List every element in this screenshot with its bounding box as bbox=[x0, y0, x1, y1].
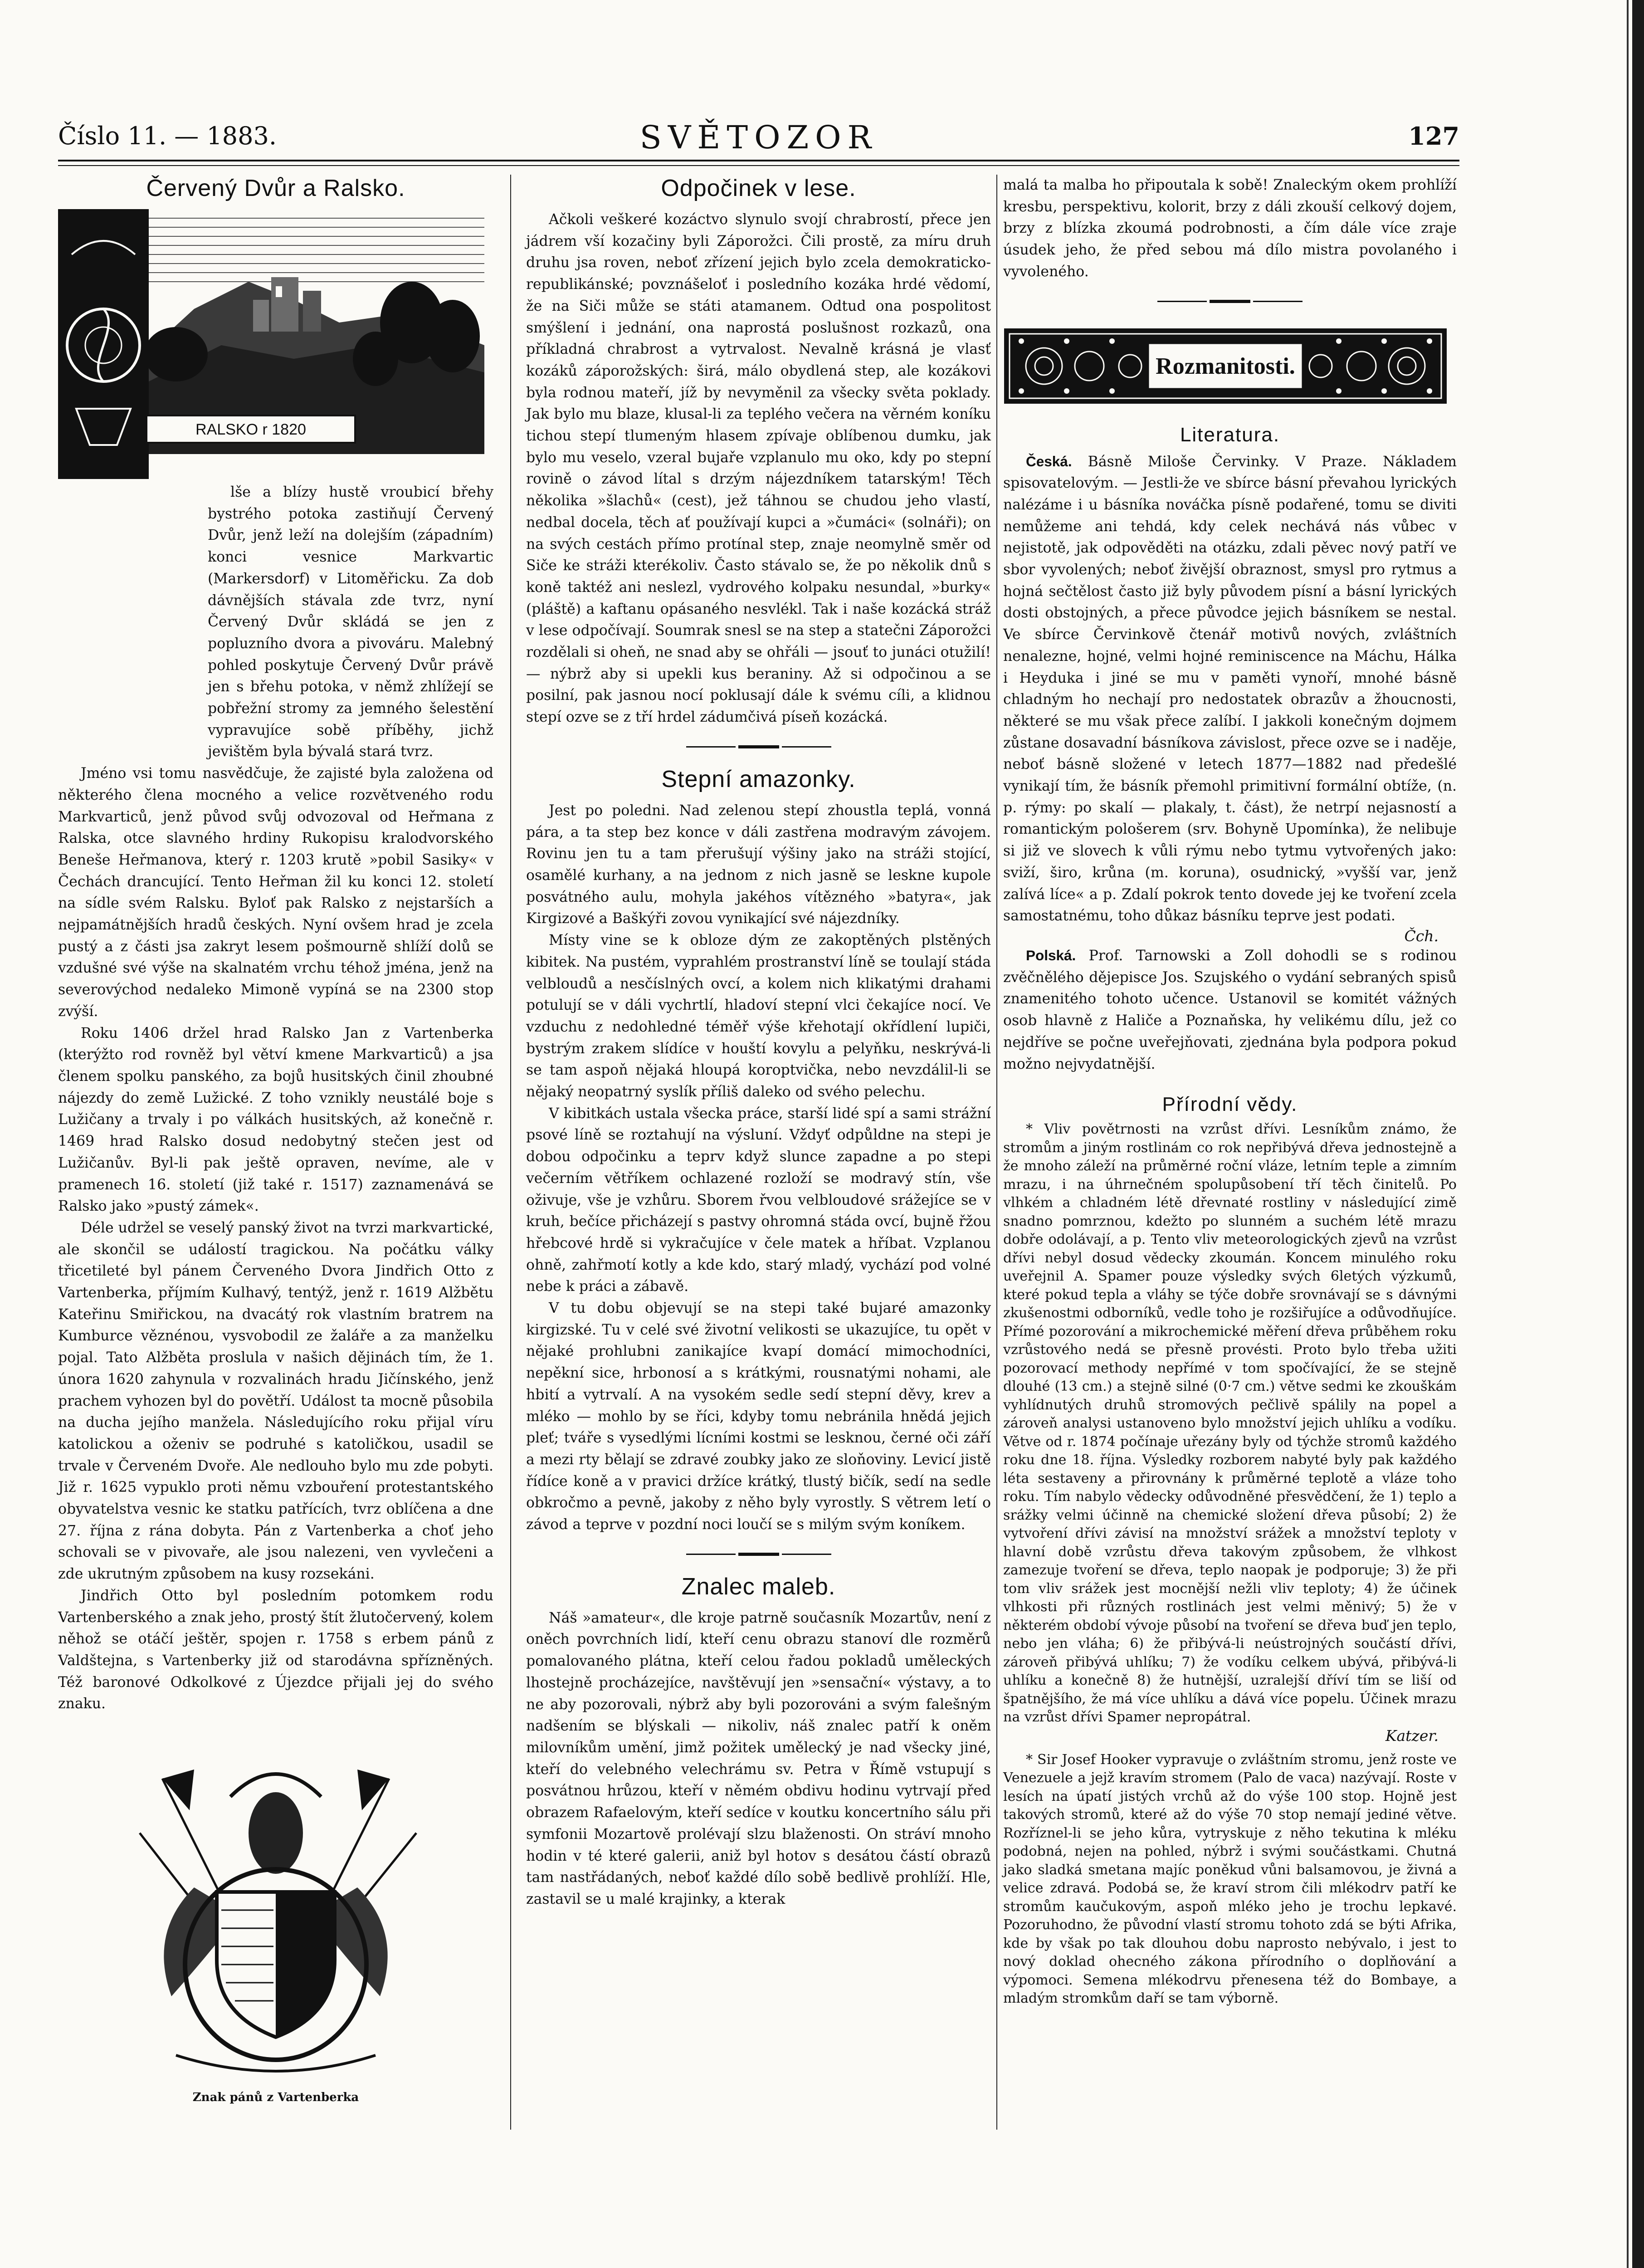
article-title-odpocinek: Odpočinek v lese. bbox=[661, 175, 856, 201]
section-separator bbox=[1157, 298, 1303, 305]
section-separator bbox=[686, 1551, 831, 1558]
vartenberk-coat-of-arms bbox=[58, 1742, 493, 2087]
section-title-literatura: Literatura. bbox=[1180, 423, 1280, 446]
page-edge-line bbox=[1627, 0, 1629, 2268]
article-title-znalec-maleb: Znalec maleb. bbox=[681, 1573, 836, 1600]
section-separator bbox=[686, 744, 831, 750]
signature-katzer: Katzer. bbox=[1385, 1726, 1439, 1745]
paragraph-kravi-strom: * Sir Josef Hooker vypravuje o zvláštním stromu, jenž roste ve Venezuele a jejž kravím stromem (Palo de vaca) nazývají. Roste v lesích na úpatí jistých vrchů až do výše 100 stop. Hojně jest takových stromů, které až do výše 70 stop nemají jediné větve. Rozříznel-li se jeho kůra, vytryskuje z něho tekutina k mléku podobná, nejen na pohled, nýbrž i svými součástkami. Chutná jako sladká smetana majíc poněkud vůni balsamovou, je živná a velice zdravá. Podobá se, že kraví strom čili mlékodrv patří ke stromům kaučukovým, aspoň mléko jeho je trochu lepkavé. Pozoruhodno, že původní vlastí stromu tohoto zdá se býti Afrika, kde by však po tak dlouhou dobu naprosto nebývalo, i jest to nový doklad ohecného zákona přírodního o doplňování a výpomoci. Semena mlékodrvu přenesena též do Bombaye, a mladým stromkům daří se tam výborně. bbox=[1003, 1751, 1457, 2007]
section-title-prirodni-vedy: Přírodní vědy. bbox=[1162, 1093, 1298, 1116]
column-rule-1 bbox=[510, 175, 511, 2130]
coat-of-arms-caption: Znak pánů z Vartenberka bbox=[192, 2091, 359, 2105]
natural-science-block bbox=[1003, 1120, 1457, 2008]
paragraph-vliv-povetrnosti: * Vliv povětrnosti na vzrůst dřívi. Lesníkům známo, že stromům a jiným rostlinám co rok nepřibývá dřeva jednostejně a že mnoho záleží na průměrné roční vláze, letním teple a zimním mrazu, i na úhrnečném spolupůsobení tří těch činitelů. Po vlhkém a chladném létě dřevnaté rostliny v následující zimě snadno pomrznou, kdežto po slunném a suchém létě mrazu dobře odolávají, a p. Tento vliv meteorologických zjevů na vzrůst dřívi nebyl dosud vědecky zkoumán. Koncem minulého roku uveřejnil A. Spamer pouze výsledky svých 6letých výzkumů, které pokud tepla a vláhy se týče dobře srovnávají se s dávnými zkušenostmi odborníků, vedle toho je rozšiřujíce a odůvodňujíce. Přímé pozorování a mikrochemické měření dřeva průběhem roku vzrůstového nedá se přesně provésti. Proto bylo třeba užiti pozorovací methody nepřímé v tom spočívající, že se stejně dlouhé (13 cm.) a stejně silné (0·7 cm.) větve sedmi ke zkouškám vyhlídnutých druhů stromových pečlivě spálily na popel a zároveň analysi ustanoveno bylo množství jejich uhlíku a vodíku. Větve od r. 1874 počínaje uřezány byly od týchže stromů každého roku dne 18. října. Výsledky rozborem nabyté byly pak každého léta sestaveny a přirovnány k průměrné teplotě a vláze toho roku. Tím nabylo vědecky odůvodněné přesvědčení, že 1) teplo a srážky velmi účinně na chemické složení dřeva působí; 2) že vytvoření dřívi závisí na množství srážek a množství teploty v hlavní době vzrůstu dřeva takovým způsobem, že vlhkost zamezuje tvoření se dřeva, teplo naopak je podporuje; 3) že při tom vliv srážek jest mocnější nežli vliv teploty; 4) že účinek vlhkosti při různých rostlinách jest velmi měnivý; 5) že v některém období vývoje působí na tvoření se dřeva buď jen teplo, nebo jen vláha; 6) že přibývá-li neústrojných součástí dřívi, zároveň přibývá uhlíku; 7) že vodíku celkem ubývá, přibývá-li uhlíku a konečně 8) že hutnější, uzralejší dříví tím se liší od špatnějšího, že má více uhlíku a dává více popelu. Účinek mrazu na vzrůst dřívi Spamer nepropátral. bbox=[1003, 1121, 1457, 1725]
column-rule-2 bbox=[996, 175, 997, 2130]
page-number: 127 bbox=[1408, 122, 1459, 151]
paragraph: V tu dobu objevují se na stepi také bujaré amazonky kirgizské. Tu v celé své životní velikosti se ukazujíce, tu opět v nějaké prohlubni zanikajíce kvapí domácí mimochodníci, nepěkní sice, hrbonosí a s krátkými, rousnatými nohami, ale hbití a vytrvalí. A na vysokém sedle sedí stepní děvy, krev a mléko — mohlo by se říci, kdyby tomu nebránila hnědá jejich pleť; tváře s vysedlými lícními kostmi se lesknou, černé oči září a mezi rty bělají se zdravé zoubky jako ze sloňoviny. Levicí jistě řídíce koně a v pravici držíce krátký, tlustý bičík, sedí na sedle obkročmo a pevně, jakoby z něho byly vyrostly. S větrem letí o závod a teprve v pozdní noci loučí se s milým svým koníkem. bbox=[526, 1300, 991, 1533]
paragraph: Místy vine se k obloze dým ze zakoptěných plstěných kibitek. Na pustém, vyprahlém prostranství líně se toulají stáda velbloudů a nesčíslných ovcí, a kolem nich klikatými drahami potulují se v dáli vychrtlí, hladoví stepní vlci čekajíce nocí. Ve vzduchu z nedohledné téměř výše křehotají okřídlení lupiči, bystrým zrakem slídíce v houští kovylu a pelyňku, neskrývá-li se tam aspoň nějaká hloupá koroptvička, nebo nevzdálil-li se nějaký neopatrný syslík příliš daleko od svého pelechu. bbox=[526, 932, 991, 1100]
rozmanitosti-label: Rozmanitosti. bbox=[1156, 353, 1295, 379]
rozmanitosti-banner bbox=[1003, 327, 1448, 405]
paragraph: Roku 1406 držel hrad Ralsko Jan z Vartenberka (kterýžto rod rovněž byl větví kmene Markvarticů) a jsa členem spolku panského, za bojů husitských činil zhoubné nájezdy do země Lužické. Z toho vznikly neustálé boje s Lužičany a trvaly i po válkách husitských, až konečně r. 1469 hrad Ralsko dosud nedobytný stečen jest od Lužičanův. Byl-li pak ještě opraven, nevíme, ale v pramenech 16. století (již také r. 1517) zaznamenává se Ralsko jako »pustý zámek«. bbox=[58, 1025, 493, 1215]
paragraph: Jméno vsi tomu nasvědčuje, že zajisté byla založena od některého člena mocného a velice rozvětveného rodu Markvarticů, jenž původ svůj odvozoval od Heřmana z Ralska, otce slavného hrdiny Rukopisu kralodvorského Beneše Heřmanova, který r. 1203 krutě »pobil Sasiky« v Čechách drancující. Tento Heřman žil ku konci 12. století na sídle svém Ralsku. Bylo‍ť pak Ralsko z nejstarších a nejpamátnějších hradů českých. Nyní ovšem hrad je zcela pustý a z části jsa zakryt lesem pošmourně shlíží dolů se vzdušné své výše na skalnatém vrchu téhož jména, jenž na severovýchod nedaleko Mimoně vypíná se na 2300 stop zvýší. bbox=[58, 765, 493, 1020]
paragraph: Jindřich Otto byl posledním potomkem rodu Vartenberského a znak jeho, prostý štít žlutočervený, kolem něhož se otáčí ještěr, spojen r. 1758 s erbem pánů z Valdštejna, s Vartenberky již od starodávna spřízněných. Též baronové Odkolkové z Újezdce přijali jej do svého znaku. bbox=[58, 1587, 493, 1712]
engraving-banner-text: RALSKO r 1820 bbox=[195, 421, 306, 438]
masthead-title: SVĚTOZOR bbox=[639, 119, 878, 156]
ralsko-engraving bbox=[58, 209, 493, 479]
review-text-cervinka: Básně Miloše Červinky. V Praze. Nákladem spisovatelovým. — Jestli-že ve sbírce básní převahou lyrických nalézáme i u básníka nováčka písně podařené, tomu se diviti nemůžeme ani tehdá, kdy celek nechává nás vůbec v nejistotě, jak odpověděti na otázku, zdali pěvec nový patří ve sbor vyvolených; neboť živější obraznost, smysl pro rytmus a hojná sečtělost často již byly původem písní a básní lyrických dosti obstojných, a přece původce jejich básníkem se nestal. Ve sbírce Červinkově čtenář motivů nových, zvláštních nenalezne, hojné, velmi hojné reminiscence na Máchu, Hálka i Heyduka i jiné se mu v paměti vynoří, mnohé básně chladným ho nechají pro nedostatek obrazův a žhoucnosti, některé se mu však přece zalíbí. I jakkoli konečným dojmem zůstane dosavadní básníkova závislost, přece ozve se i naděje, neboť básně složené v letech 1877—1882 nad předešlé vynikají tím, že básník přemohl primitivní formální obtíže, (n. p. rýmy: po skalí — plakaly, t. část), že netrpí nejasností a romantickým pološerem (srv. Bohyně Upomínka), že nelibuje si již ve slovech k vůli rýmu nebo tytmu vytvořených jako: sviží, širo, krůna (m. koruna), osudnický, »vyšší var, jenž zalívá líce« a p. Zdalí pokrok tento dovede jej ke tvoření zcela samostatnému, toho důkaz básníku teprve jest podati. bbox=[1003, 453, 1457, 924]
category-ceska: Česká. bbox=[1026, 453, 1072, 469]
paragraph: Déle udržel se veselý panský život na tvrzi markvartické, ale skončil se událostí tragickou. Na počátku války třicetileté byl pánem Červeného Dvora Jindřich Otto z Vartenberka, příjmím Kulhavý, tentýž, jenž r. 1619 Alžbětu Kateřinu Smiřickou, na dvacátý rok vlastním bratrem na Kumburce věznénou, vysvobodil ze žaláře a za manželku pojal. Tato Alžběta proslula v našich dějinách tím, že 1. února 1620 zahynula v rozvalinách hradu Jičínského, jenž prachem vyhozen byl do povětří. Událost ta mocně působila na ducha jejího manžela. Následujícího roku přijal víru katolickou a oženiv se podruhé s katoličkou, usadil se trvale v Červeném Dvoře. Ale nedlouho bylo mu zde pobyti. Již r. 1625 vypuklo proti němu vzbouření protestantského obyvatelstva vesnic ke statku patřících, tvrz oblíčena a dne 27. října z rána dobyta. Pán z Vartenberka a choť jeho schovali se v pivovaře, ale jsou nalezeni, ven vyvlečeni a zde ukrutným způsobem na kusy rozsekáni. bbox=[58, 1219, 493, 1583]
issue-number: Číslo 11. — 1883. bbox=[58, 122, 277, 150]
signature-cch: Čch. bbox=[1404, 927, 1439, 945]
page-edge-shadow bbox=[1632, 0, 1644, 2268]
paragraph: Náš »amateur«, dle kroje patrně současník Mozartův, není z oněch povrchních lidí, kteří cenu obrazu stanoví dle rozměrů pomalovaného plátna, kteří celou řadou pokladů uměleckých lhostejně procházejíce, navštěvují jen »sensační« výstavy, a to ne aby pozorovali, nýbrž aby byli pozorováni a svým falešným nadšením se blýskali — nikoliv, náš znalec patří k oněm milovníkům umění, jimž požitek umělecký je nad všecky jiné, kteří do velebného velechrámu sv. Petra v Římě vstupují s posvátnou hrůzou, kteří v němém obdivu hodinu vytrvají před obrazem Rafaelovým, kteří sedíce v koutku koncertního sálu při symfonii Mozartově prolévají slzu blaženosti. On stráví mnoho hodin v té které galerii, aniž byl hotov s desátou částí obrazů tam nastřádaných, neboť každé dílo sobě bedlivě prohlíží. Hle, zastavil se u malé krajinky, a kterak bbox=[526, 1609, 991, 1907]
column-3 bbox=[1003, 175, 1457, 2008]
paragraph: malá ta malba ho připoutala k sobě! Znaleckým okem prohlíží kresbu, perspektivu, kolorit, brzy z dáli zkouší celkový dojem, brzy z blízka zkoumá podrobnosti, a čím dále více zraje úsudek jeho, že před sebou má dílo mistra povolaného i vyvoleného. bbox=[1003, 177, 1457, 280]
header-rule bbox=[58, 160, 1459, 166]
paragraph: Jest po poledni. Nad zelenou stepí zhoustla teplá, vonná pára, a ta step bez konce v dáli zastřena modravým závojem. Rovinu jen tu a tam přerušují výšiny jako na stráži stojící, osamělé kurhany, a na jednom z nich jasně se leskne kupole posvátného aulu, mohyla jakéhos vítězného »batyra«, jak Kirgizové a Baškýři zovou vynikající své nájezdníky. bbox=[526, 802, 991, 927]
ralsko-illustration bbox=[58, 209, 493, 479]
news-text-szujski: Prof. Tarnowski a Zoll dohodli se s rodinou zvěčnělého dějepisce Jos. Szujského o vydání sebraných spisů znamenitého tohoto učence. Ustanovil se komitét vážných osob hlavně z Haliče a Poznaňska, hy velikému dílu, jež co nejdříve se počne uveřejňovati, zjednána byla podpora pokud možno nejvydatnější. bbox=[1003, 947, 1457, 1072]
column-2 bbox=[526, 175, 991, 1911]
article-title-stepni-amazonky: Stepní amazonky. bbox=[661, 766, 856, 792]
page-header bbox=[58, 119, 1459, 158]
article-title-cerveny-dvur: Červený Dvůr a Ralsko. bbox=[146, 175, 405, 201]
category-polska: Polská. bbox=[1026, 947, 1076, 963]
column-1 bbox=[58, 175, 493, 2104]
paragraph: lše a blízy hustě vroubicí břehy bystrého potoka zastiňují Červený Dvůr, jenž leží na dolejším (západním) konci vesnice Markvartic (Markersdorf) v Litoměřicku. Za dob dávnějších stávala zde tvrz, nyní Červený Dvůr skládá se jen z popluzního dvora a pivováru. Malebný pohled poskytuje Červený Dvůr právě jen s břehu potoka, v němž zhlížejí se pobřežní stromy za jemného šelestění vypravujíce sobě příběhy, jichž jevištěm byla bývalá stará tvrz. bbox=[208, 484, 493, 760]
paragraph: V kibitkách ustala všecka práce, starší lidé spí a sami strážní psové líně se roztahují na výsluní. Vždyť odpůldne na stepi je dobou odpočinku a teprv když slunce zapadne a po stepi večerním větříkem ochlazené rozloží se modravý stín, vše oživuje, vše je vzhůru. Sborem řvou velbloudové srážejíce se v kruh, bečíce přicházejí s pastvy ohromná stáda ovcí, bujně řžou hřebcové hrdě si vykračujíce v čele matek a hříbat. Vzplanou ohně, zahřmotí kotly a kde kdo, starý mladý, vychází pod volné nebe k práci a zábavě. bbox=[526, 1105, 991, 1295]
paragraph: Ačkoli veškeré kozáctvo slynulo svojí chrabrostí, přece jen jádrem vší kozačiny byli Záporožci. Čili prostě, za míru druh druhu jsa roven, neboť zřízení jejich bylo zcela demokraticko-republikánské; povznášelo‍ť i posledního kozáka hrdé vědomí, že na Siči může se státi atamanem. Odtud ona pospolitost smýšlení i jednání, ona naprostá poslušnost rozkazů, ona příkladná chrabrost a vytrvalost. Nevalně krásná je vlasť kozáků záporožských: širá, málo obydlená step, ale kozákovi byla rodnou mateří, jíž by nevyměnil za všecky světa poklady. Jak bylo mu blaze, klusal-li za teplého večera na věrném koníku tichou stepí tlumeným hlasem zpívaje oblíbenou dumku, jak bylo mu veselo, vzeral bujaře vzplanulo mu oko, kdy po stepní rovině o závod lítal s drzým nájezdníkem tatarským! Těch několika »šlachů« (cest), jež táhnou se chudou jeho vlastí, nedbal docela, těch ať používají kupci a »čumáci« (solnáři); on na svých cestách přímo protínal step, znaje neomylně směr od Siče ke stráži kterékoliv. Často stávalo se, že po několik dnů s koně taktéž ani neslezl, vydrového kolpaku nesundal, »burky« (pláště) a kaftanu opásaného nesvlékl. Tak i naše kozácká stráž v lese odpočívají. Soumrak snesl se na step a statečni Záporožci rozdělali si oheň, ne snad aby se ohřáli — jsou‍ť to junáci otužilí! — nýbrž aby si upekli kus beraniny. Až si odpočinou a se posilní, pak jasnou nocí poklusají dále k svému cíli, a klidnou stepí ozve se z tří hrdel zádumčivá píseň kozácká. bbox=[526, 211, 991, 726]
